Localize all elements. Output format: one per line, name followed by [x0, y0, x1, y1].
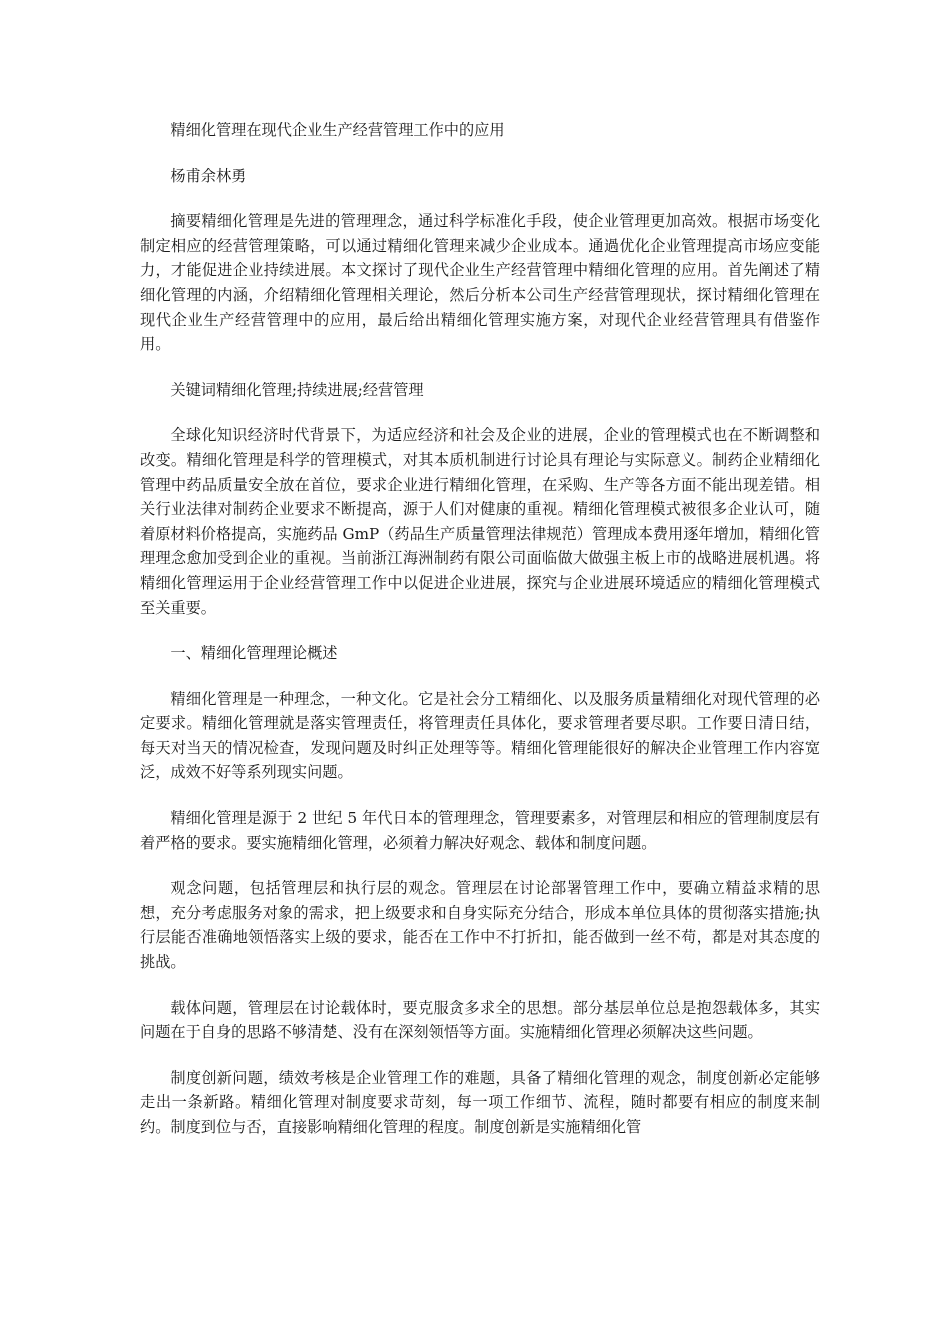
intro-paragraph: 全球化知识经济时代背景下，为适应经济和社会及企业的进展，企业的管理模式也在不断调整和改变。精细化管理是科学的管理模式，对其本质机制进行讨论具有理论与实际意义。制药企业精细化管理中药品质量安全放在首位，要求企业进行精细化管理，在采购、生产等各方面不能出现差错。相关行业法律对制药企业要求不断提高，源于人们对健康的重视。精细化管理模式被很多企业认可，随着原材料价格提高，实施药品 GmP（药品生产质量管理法律规范）管理成本费用逐年增加，精细化管理理念愈加受到企业的重视。当前浙江海洲制药有限公司面临做大做强主板上市的战略进展机遇。将精细化管理运用于企业经营管理工作中以促进企业进展，探究与企业进展环境适应的精细化管理模式至关重要。 [140, 426, 820, 617]
body-paragraph: 载体问题，管理层在讨论载体时，要克服贪多求全的思想。部分基层单位总是抱怨载体多，其实问题在于自身的思路不够清楚、没有在深刻领悟等方面。实施精细化管理必须解决这些问题。 [140, 998, 820, 1042]
document-authors: 杨甫余林勇 [170, 166, 247, 185]
keywords-paragraph: 关键词精细化管理;持续进展;经营管理 [170, 380, 424, 399]
document-body [140, 118, 820, 1161]
body-paragraph: 制度创新问题，绩效考核是企业管理工作的难题，具备了精细化管理的观念，制度创新必定能够走出一条新路。精细化管理对制度要求苛刻，每一项工作细节、流程，随时都要有相应的制度来制约。制度到位与否，直接影响精细化管理的程度。制度创新是实施精细化管 [140, 1068, 820, 1136]
body-paragraph: 精细化管理是源于 2 世纪 5 年代日本的管理理念，管理要素多，对管理层和相应的管理制度层有着严格的要求。要实施精细化管理，必须着力解决好观念、载体和制度问题。 [140, 809, 820, 852]
body-paragraph: 观念问题，包括管理层和执行层的观念。管理层在讨论部署管理工作中，要确立精益求精的思想，充分考虑服务对象的需求，把上级要求和自身实际充分结合，形成本单位具体的贯彻落实措施;执行层能否准确地领悟落实上级的要求，能否在工作中不打折扣，能否做到一丝不苟，都是对其态度的挑战。 [140, 879, 820, 972]
abstract-paragraph: 摘要精细化管理是先进的管理理念，通过科学标准化手段，使企业管理更加高效。根据市场变化制定相应的经营管理策略，可以通过精细化管理来减少企业成本。通過优化企业管理提高市场应变能力，才能促进企业持续进展。本文探讨了现代企业生产经营管理中精细化管理的应用。首先阐述了精细化管理的内涵，介绍精细化管理相关理论，然后分析本公司生产经营管理现状，探讨精细化管理在现代企业生产经营管理中的应用，最后给出精细化管理实施方案，对现代企业经营管理具有借鉴作用。 [140, 212, 820, 354]
section-heading: 一、精细化管理理论概述 [170, 644, 338, 663]
body-paragraph: 精细化管理是一种理念，一种文化。它是社会分工精细化、以及服务质量精细化对现代管理的必定要求。精细化管理就是落实管理责任，将管理责任具体化，要求管理者要尽职。工作要日清日结，每天对当天的情况检查，发现问题及时纠正处理等等。精细化管理能很好的解决企业管理工作内容宽泛，成效不好等系列现实问题。 [140, 689, 820, 782]
document-title: 精细化管理在现代企业生产经营管理工作中的应用 [170, 121, 505, 139]
